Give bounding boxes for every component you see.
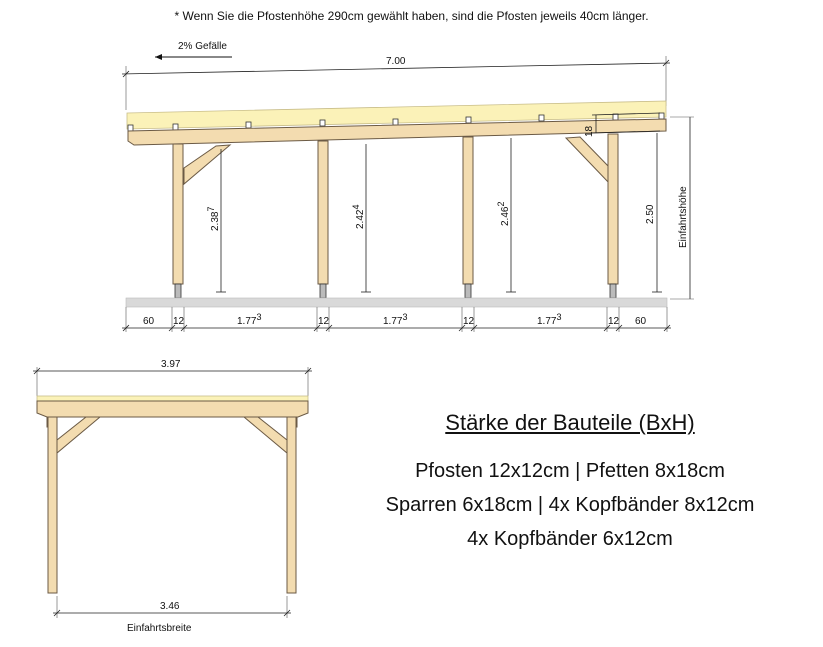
brace-left bbox=[184, 145, 230, 184]
post-3 bbox=[463, 137, 473, 284]
bottom-dimension-chain bbox=[122, 307, 671, 332]
legend-line-3: 4x Kopfbänder 6x12cm bbox=[467, 528, 673, 550]
front-brace-left bbox=[57, 417, 100, 453]
svg-text:2.462 bbox=[496, 202, 511, 226]
ground-foundation bbox=[126, 298, 667, 307]
front-post-left bbox=[48, 417, 57, 593]
overhang-left-label: 60 bbox=[143, 316, 155, 327]
svg-text:1.773 bbox=[383, 312, 407, 327]
post-4 bbox=[608, 134, 618, 284]
post-width-label-1: 12 bbox=[173, 316, 185, 327]
svg-text:2.387 bbox=[206, 207, 221, 231]
post-height-1-sup: 7 bbox=[206, 206, 216, 212]
post-height-2-sup: 4 bbox=[351, 204, 361, 210]
front-brace-right bbox=[244, 417, 287, 453]
entry-height-dimension bbox=[645, 117, 694, 299]
front-view bbox=[33, 359, 312, 634]
entry-height-caption: Einfahrtshöhe bbox=[678, 186, 689, 248]
entry-width-label: 3.46 bbox=[160, 601, 180, 612]
front-roof bbox=[37, 396, 308, 401]
rafter-height-label: 18 bbox=[584, 125, 595, 137]
post-width-label-4: 12 bbox=[608, 316, 620, 327]
post-height-3-label: 2.46 bbox=[500, 206, 511, 226]
post-width-label-2: 12 bbox=[318, 316, 330, 327]
svg-text:1.773 bbox=[237, 312, 261, 327]
legend-line-2: Sparren 6x18cm | 4x Kopfbänder 8x12cm bbox=[385, 494, 755, 516]
legend-line-1: Pfosten 12x12cm | Pfetten 8x18cm bbox=[415, 460, 725, 482]
front-post-right bbox=[287, 417, 296, 593]
component-legend bbox=[345, 410, 795, 556]
span-3-sup: 3 bbox=[556, 312, 562, 322]
post-width-label-3: 12 bbox=[463, 316, 475, 327]
post-height-2-label: 2.42 bbox=[355, 209, 366, 229]
svg-text:2.424 bbox=[351, 205, 366, 229]
post-anchors bbox=[175, 284, 616, 298]
post-height-1-label: 2.38 bbox=[210, 211, 221, 231]
span-2-label: 1.77 bbox=[383, 316, 403, 327]
total-length-dimension bbox=[122, 56, 670, 110]
overhang-right-label: 60 bbox=[635, 316, 647, 327]
total-length-label: 7.00 bbox=[386, 56, 406, 67]
entry-width-dimension bbox=[53, 596, 291, 634]
entry-height-label: 2.50 bbox=[645, 204, 656, 224]
legend-title: Stärke der Bauteile (BxH) bbox=[445, 410, 695, 435]
svg-text:1.773 bbox=[537, 312, 561, 327]
side-view bbox=[122, 41, 694, 332]
total-width-label: 3.97 bbox=[161, 359, 181, 370]
slope-label: 2% Gefälle bbox=[178, 41, 227, 52]
front-rafter bbox=[37, 401, 308, 417]
span-2-sup: 3 bbox=[402, 312, 408, 322]
span-1-sup: 3 bbox=[256, 312, 262, 322]
post-1 bbox=[173, 144, 183, 284]
brace-right bbox=[566, 137, 610, 184]
post-2 bbox=[318, 141, 328, 284]
total-width-dimension bbox=[33, 359, 312, 396]
span-3-label: 1.77 bbox=[537, 316, 557, 327]
height-note: * Wenn Sie die Pfostenhöhe 290cm gewählt haben, sind die Pfosten jeweils 40cm länger. bbox=[174, 9, 649, 23]
entry-width-caption: Einfahrtsbreite bbox=[127, 623, 192, 634]
post-height-3-sup: 2 bbox=[496, 201, 506, 207]
span-1-label: 1.77 bbox=[237, 316, 257, 327]
